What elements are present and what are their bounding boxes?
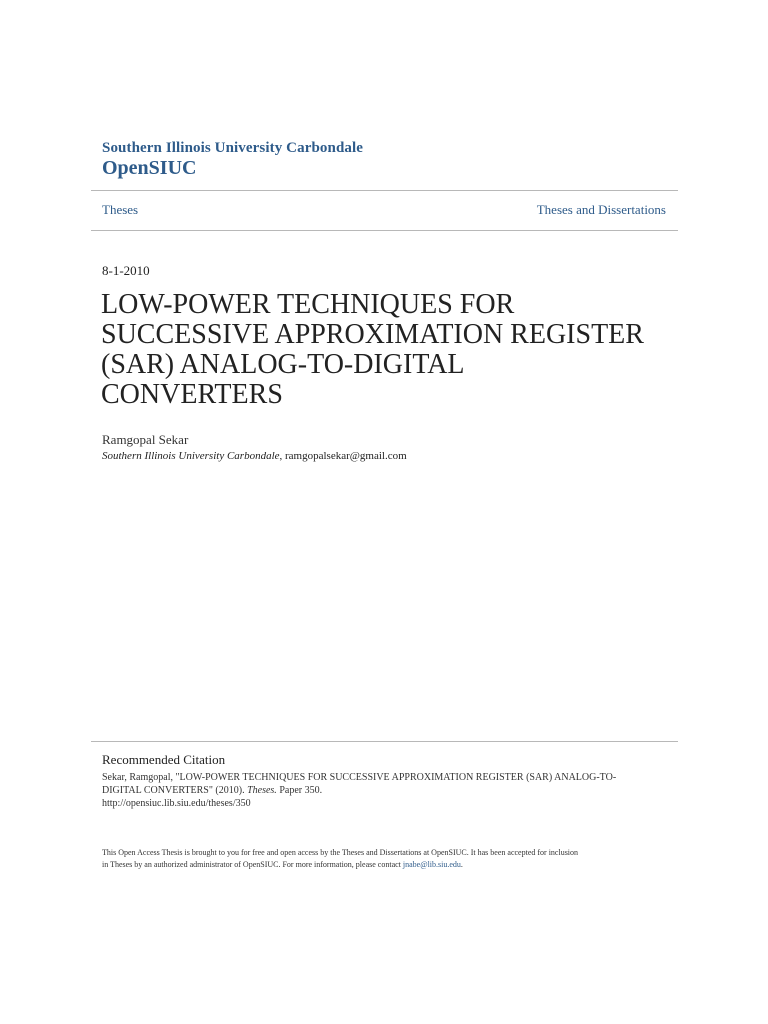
open-access-notice (102, 847, 668, 871)
author-affiliation (102, 450, 407, 462)
affiliation-institution: Southern Illinois University Carbondale (102, 450, 280, 462)
divider-middle (91, 230, 678, 231)
citation-paper-number: Paper 350. (276, 785, 323, 796)
title-line: CONVERTERS (101, 379, 283, 410)
contact-email-link[interactable]: jnabe@lib.siu.edu (402, 860, 461, 869)
citation-text (102, 771, 668, 810)
document-title (101, 290, 681, 410)
citation-series: Theses. (247, 785, 277, 796)
title-line: LOW-POWER TECHNIQUES FOR (101, 289, 515, 320)
divider-bottom (91, 741, 678, 742)
notice-line: in Theses by an authorized administrator of OpenSIUC. For more information, please contact (102, 860, 403, 869)
author-name: Ramgopal Sekar (102, 432, 189, 447)
theses-and-dissertations-link[interactable]: Theses and Dissertations (536, 202, 666, 217)
divider-top (91, 190, 678, 191)
citation-heading: Recommended Citation (102, 752, 226, 767)
institution-name: Southern Illinois University Carbondale (102, 140, 364, 156)
publication-date: 8-1-2010 (102, 263, 150, 278)
title-line: SUCCESSIVE APPROXIMATION REGISTER (101, 319, 644, 350)
affiliation-email: , ramgopalsekar@gmail.com (279, 450, 407, 462)
theses-link[interactable]: Theses (102, 202, 139, 217)
citation-line: Sekar, Ramgopal, "LOW-POWER TECHNIQUES FOR SUCCESSIVE APPROXIMATION REGISTER (SAR) ANALOG-TO- (102, 772, 617, 783)
citation-url[interactable]: http://opensiuc.lib.siu.edu/theses/350 (102, 798, 251, 809)
notice-line-end: . (460, 860, 463, 869)
notice-line: This Open Access Thesis is brought to you for free and open access by the Theses and Dissertations at OpenSIUC. It has been accepted for inclusion (102, 848, 579, 857)
citation-line: DIGITAL CONVERTERS" (2010). (102, 785, 248, 796)
title-line: (SAR) ANALOG-TO-DIGITAL (101, 349, 465, 380)
repository-name[interactable]: OpenSIUC (102, 157, 197, 179)
